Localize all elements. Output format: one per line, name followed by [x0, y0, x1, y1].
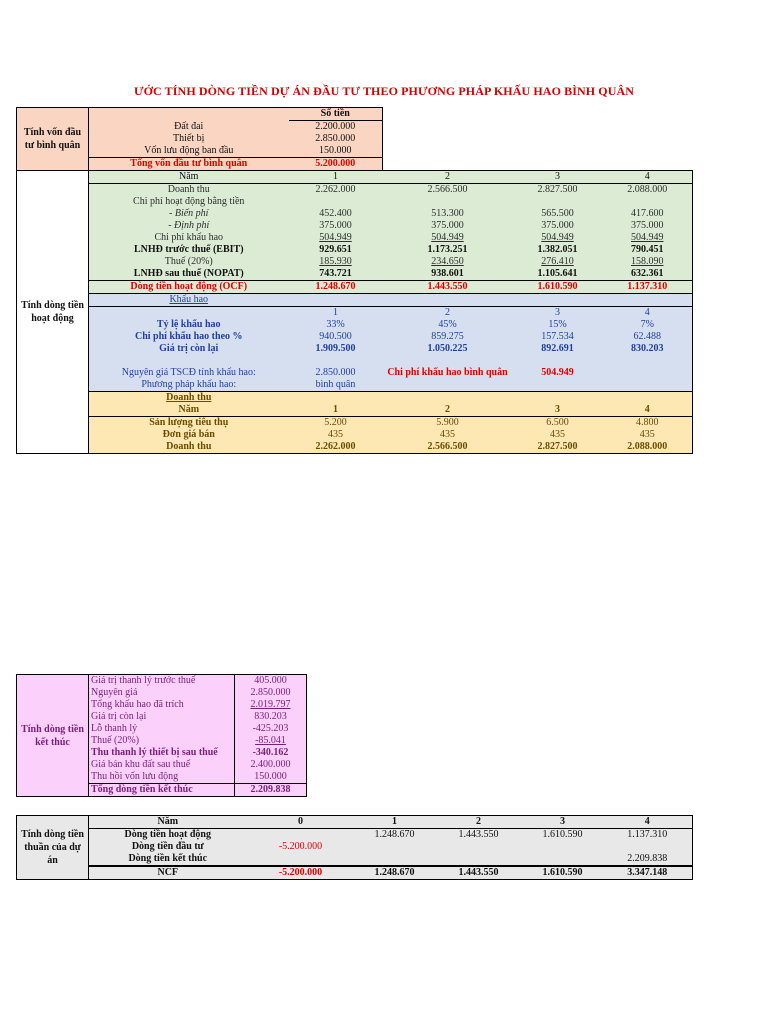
ncf-row: Dòng tiền kết thúc 2.209.838 [17, 853, 693, 866]
ncf-total-row: NCF -5.200.000 1.248.670 1.443.550 1.610.590 3.347.148 [17, 866, 693, 880]
rev-header-row: Doanh thu [17, 392, 693, 405]
ncf-table [16, 815, 693, 880]
rev-row: Đơn giá bán 435 435 435 435 [17, 429, 693, 441]
dep-row: Tỷ lệ khấu hao 33% 45% 15% 7% [17, 319, 693, 331]
ops-row: Chi phí khấu hao 504.949 504.949 504.949 504.949 [17, 232, 693, 244]
invest-total-row: Tổng vốn đầu tư bình quân 5.200.000 [17, 158, 693, 171]
ncf-row: Dòng tiền hoạt động 1.248.670 1.443.550 1.610.590 1.137.310 [17, 829, 693, 842]
end-row: Thu thanh lý thiết bị sau thuế -340.162 [17, 747, 307, 759]
end-row: Thuế (20%) -85.041 [17, 735, 307, 747]
ops-row: Thuế (20%) 185.930 234.650 276.410 158.090 [17, 256, 693, 268]
invest-header: Số tiền [289, 108, 383, 121]
ops-year-row: Tính dòng tiền hoạt động Năm 1 2 3 4 [17, 171, 693, 184]
rev-year-row: Năm 1 2 3 4 [17, 404, 693, 417]
dep-header-row: Khấu hao [17, 294, 693, 307]
ops-row: Doanh thu 2.262.000 2.566.500 2.827.500 2.088.000 [17, 184, 693, 197]
end-row: Tính dòng tiền kết thúc Giá trị thanh lý trước thuế 405.000 [17, 675, 307, 688]
dep-row: Chi phí khấu hao theo % 940.500 859.275 157.534 62.488 [17, 331, 693, 343]
ops-row: LNHĐ sau thuế (NOPAT) 743.721 938.601 1.105.641 632.361 [17, 268, 693, 281]
ops-label: Tính dòng tiền hoạt động [17, 171, 89, 454]
ops-row: Chi phí hoạt động bằng tiền [17, 196, 693, 208]
end-row: Tổng khấu hao đã trích 2.019.797 [17, 699, 307, 711]
end-label: Tính dòng tiền kết thúc [17, 675, 89, 797]
ocf-row: Dòng tiền hoạt động (OCF) 1.248.670 1.443.550 1.610.590 1.137.310 [17, 281, 693, 294]
ops-row: - Định phí 375.000 375.000 375.000 375.000 [17, 220, 693, 232]
main-table [16, 107, 693, 454]
dep-method-row: Phương pháp khấu hao: bình quân [17, 379, 693, 392]
end-row: Nguyên giá 2.850.000 [17, 687, 307, 699]
dep-year-row: 1 2 3 4 [17, 307, 693, 320]
dep-base-row: Nguyên giá TSCĐ tính khấu hao: 2.850.000 Chi phí khấu hao bình quân 504.949 [17, 367, 693, 379]
invest-row: Đất đai 2.200.000 [17, 121, 693, 134]
invest-row: Vốn lưu động ban đầu 150.000 [17, 145, 693, 158]
end-row: Thu hồi vốn lưu động 150.000 [17, 771, 307, 784]
end-row: Giá trị còn lại 830.203 [17, 711, 307, 723]
ops-row: LNHĐ trước thuế (EBIT) 929.651 1.173.251 1.382.051 790.451 [17, 244, 693, 256]
dep-row: Giá trị còn lại 1.909.500 1.050.225 892.691 830.203 [17, 343, 693, 355]
invest-row: Thiết bị 2.850.000 [17, 133, 693, 145]
ncf-label: Tính dòng tiền thuần của dự án [17, 816, 89, 880]
invest-label: Tính vốn đầu tư bình quân [17, 108, 89, 171]
end-row: Lỗ thanh lý -425.203 [17, 723, 307, 735]
end-cashflow-table [16, 674, 307, 797]
rev-row: Doanh thu 2.262.000 2.566.500 2.827.500 2.088.000 [17, 441, 693, 454]
ncf-year-row: Tính dòng tiền thuần của dự án Năm 0 1 2 3 4 [17, 816, 693, 829]
ncf-row: Dòng tiền đầu tư -5.200.000 [17, 841, 693, 853]
rev-row: Sản lượng tiêu thụ 5.200 5.900 6.500 4.800 [17, 417, 693, 430]
end-total-row: Tổng dòng tiền kết thúc 2.209.838 [17, 784, 307, 797]
page-title: ƯỚC TÍNH DÒNG TIỀN DỰ ÁN ĐẦU TƯ THEO PHƯƠNG PHÁP KHẤU HAO BÌNH QUÂN [133, 84, 635, 98]
ops-row: - Biến phí 452.400 513.300 565.500 417.600 [17, 208, 693, 220]
end-row: Giá bán khu đất sau thuế 2.400.000 [17, 759, 307, 771]
